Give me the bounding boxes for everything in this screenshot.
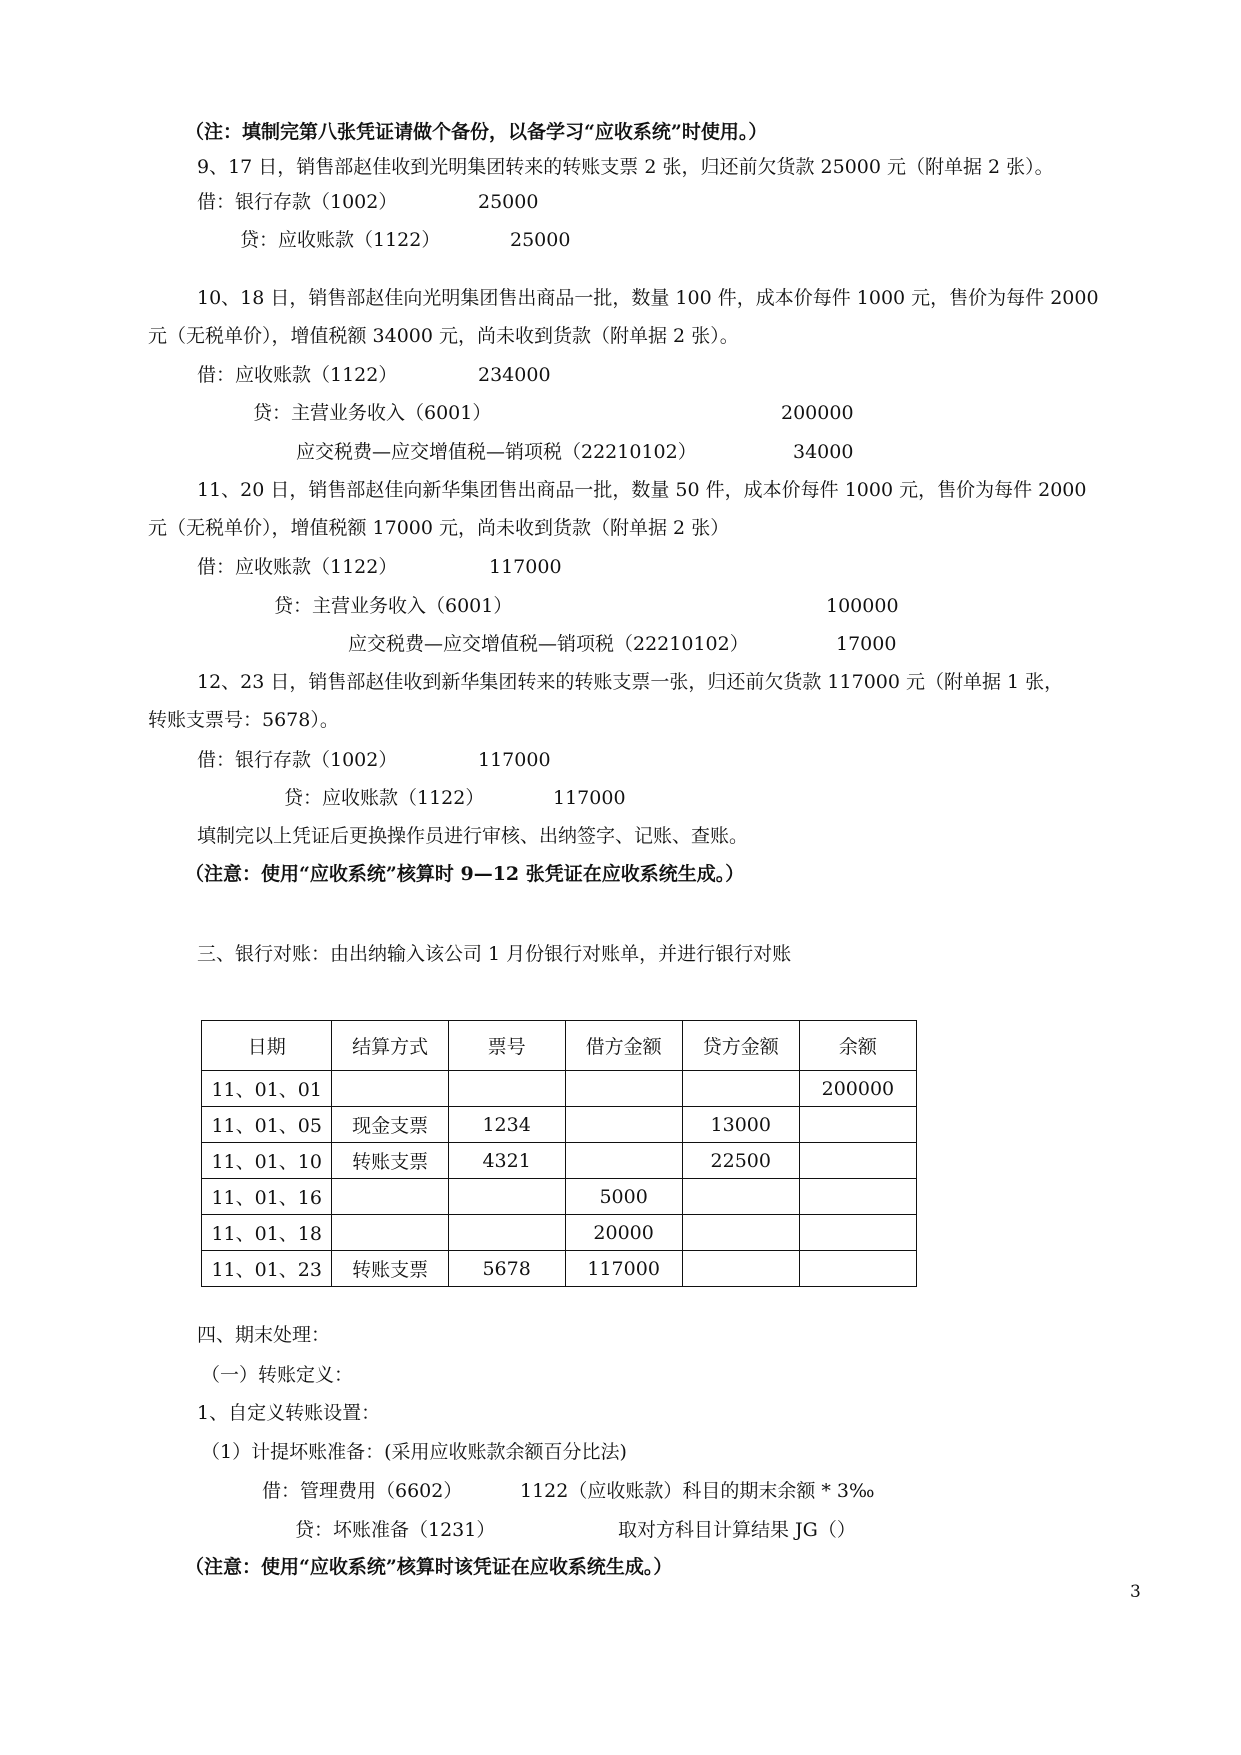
entry-10-debit-amount: 234000 xyxy=(478,364,551,386)
cell-debit xyxy=(565,1107,682,1143)
table-row xyxy=(202,1251,917,1287)
cell-credit xyxy=(682,1251,799,1287)
entry-12-credit-label: 贷：应收账款（1122） xyxy=(284,787,485,809)
entry-12-debit-label: 借：银行存款（1002） xyxy=(197,749,398,771)
col-header-ticket-no: 票号 xyxy=(448,1021,565,1071)
table-header-row xyxy=(202,1021,917,1071)
cell-settlement xyxy=(332,1071,448,1107)
bad-debt-debit-label: 借：管理费用（6602） xyxy=(262,1480,463,1502)
entry-11-credit-2-label: 应交税费—应交增值税—销项税（22210102） xyxy=(348,633,749,655)
section-3-heading: 三、银行对账：由出纳输入该公司 1 月份银行对账单，并进行银行对账 xyxy=(197,943,792,965)
entry-11-credit-1-label: 贷：主营业务收入（6001） xyxy=(274,595,513,617)
cell-ticket-no: 1234 xyxy=(448,1107,565,1143)
entry-9-text: 9、17 日，销售部赵佳收到光明集团转来的转账支票 2 张，归还前欠货款 25000 元（附单据 2 张）。 xyxy=(197,156,1054,178)
col-header-settlement: 结算方式 xyxy=(332,1021,448,1071)
entry-11-debit-label: 借：应收账款（1122） xyxy=(197,556,398,578)
cell-debit: 117000 xyxy=(565,1251,682,1287)
item-1a-heading: （1）计提坏账准备：(采用应收账款余额百分比法) xyxy=(201,1441,627,1463)
entry-10-text-1: 10、18 日，销售部赵佳向光明集团售出商品一批，数量 100 件，成本价每件 1000 元，售价为每件 2000 xyxy=(197,287,1099,309)
entry-11-text-1: 11、20 日，销售部赵佳向新华集团售出商品一批，数量 50 件，成本价每件 1000 元，售价为每件 2000 xyxy=(197,479,1087,501)
cell-settlement xyxy=(332,1179,448,1215)
bad-debt-credit-label: 贷：坏账准备（1231） xyxy=(295,1519,496,1541)
cell-balance xyxy=(799,1215,916,1251)
cell-credit xyxy=(682,1179,799,1215)
cell-debit: 20000 xyxy=(565,1215,682,1251)
entry-9-credit-label: 贷：应收账款（1122） xyxy=(240,229,441,251)
cell-settlement xyxy=(332,1215,448,1251)
entry-9-debit-label: 借：银行存款（1002） xyxy=(197,191,398,213)
cell-debit xyxy=(565,1143,682,1179)
bank-statement-table xyxy=(201,1020,917,1287)
entry-10-credit-2-label: 应交税费—应交增值税—销项税（22210102） xyxy=(296,441,697,463)
cell-ticket-no xyxy=(448,1215,565,1251)
col-header-balance: 余额 xyxy=(799,1021,916,1071)
cell-debit xyxy=(565,1071,682,1107)
entry-12-text-2: 转账支票号：5678）。 xyxy=(148,709,339,731)
cell-date: 11、01、10 xyxy=(202,1143,332,1179)
section-4-heading: 四、期末处理： xyxy=(197,1324,331,1346)
cell-date: 11、01、05 xyxy=(202,1107,332,1143)
cell-ticket-no xyxy=(448,1071,565,1107)
note-receivables: （注意：使用“应收系统”核算时 9—12 张凭证在应收系统生成。） xyxy=(185,863,745,885)
table-row xyxy=(202,1071,917,1107)
entry-10-credit-1-amount: 200000 xyxy=(781,402,854,424)
entry-11-text-2: 元（无税单价），增值税额 17000 元，尚未收到货款（附单据 2 张） xyxy=(148,517,730,539)
table-row xyxy=(202,1179,917,1215)
table-row xyxy=(202,1143,917,1179)
entry-10-credit-2-amount: 34000 xyxy=(793,441,854,463)
cell-ticket-no: 4321 xyxy=(448,1143,565,1179)
cell-settlement: 现金支票 xyxy=(332,1107,448,1143)
cell-balance xyxy=(799,1179,916,1215)
after-entries-text: 填制完以上凭证后更换操作员进行审核、出纳签字、记账、查账。 xyxy=(197,825,749,847)
col-header-date: 日期 xyxy=(202,1021,332,1071)
table-row xyxy=(202,1107,917,1143)
entry-12-text-1: 12、23 日，销售部赵佳收到新华集团转来的转账支票一张，归还前欠货款 117000 元（附单据 1 张， xyxy=(197,671,1064,693)
cell-date: 11、01、16 xyxy=(202,1179,332,1215)
entry-12-debit-amount: 117000 xyxy=(478,749,551,771)
subsection-1-heading: （一）转账定义： xyxy=(201,1364,354,1386)
cell-balance xyxy=(799,1143,916,1179)
cell-credit: 13000 xyxy=(682,1107,799,1143)
note-bad-debt: （注意：使用“应收系统”核算时该凭证在应收系统生成。） xyxy=(185,1556,673,1578)
entry-12-credit-amount: 117000 xyxy=(553,787,626,809)
table-row xyxy=(202,1215,917,1251)
page-number: 3 xyxy=(1130,1582,1141,1602)
cell-debit: 5000 xyxy=(565,1179,682,1215)
cell-settlement: 转账支票 xyxy=(332,1251,448,1287)
cell-date: 11、01、01 xyxy=(202,1071,332,1107)
cell-ticket-no xyxy=(448,1179,565,1215)
col-header-debit: 借方金额 xyxy=(565,1021,682,1071)
entry-11-debit-amount: 117000 xyxy=(489,556,562,578)
cell-date: 11、01、23 xyxy=(202,1251,332,1287)
cell-balance xyxy=(799,1107,916,1143)
entry-11-credit-1-amount: 100000 xyxy=(826,595,899,617)
entry-11-credit-2-amount: 17000 xyxy=(836,633,897,655)
col-header-credit: 贷方金额 xyxy=(682,1021,799,1071)
cell-ticket-no: 5678 xyxy=(448,1251,565,1287)
cell-credit: 22500 xyxy=(682,1143,799,1179)
bad-debt-debit-formula: 1122（应收账款）科目的期末余额 * 3‰ xyxy=(520,1480,875,1502)
cell-date: 11、01、18 xyxy=(202,1215,332,1251)
cell-balance: 200000 xyxy=(799,1071,916,1107)
cell-settlement: 转账支票 xyxy=(332,1143,448,1179)
entry-10-credit-1-label: 贷：主营业务收入（6001） xyxy=(253,402,492,424)
entry-10-debit-label: 借：应收账款（1122） xyxy=(197,364,398,386)
cell-credit xyxy=(682,1215,799,1251)
entry-9-debit-amount: 25000 xyxy=(478,191,539,213)
bad-debt-credit-formula: 取对方科目计算结果 JG（） xyxy=(618,1519,856,1541)
entry-10-text-2: 元（无税单价），增值税额 34000 元，尚未收到货款（附单据 2 张）。 xyxy=(148,325,739,347)
note-backup: （注：填制完第八张凭证请做个备份，以备学习“应收系统”时使用。） xyxy=(185,121,768,143)
cell-balance xyxy=(799,1251,916,1287)
item-1-heading: 1、自定义转账设置： xyxy=(197,1402,381,1424)
entry-9-credit-amount: 25000 xyxy=(510,229,571,251)
cell-credit xyxy=(682,1071,799,1107)
